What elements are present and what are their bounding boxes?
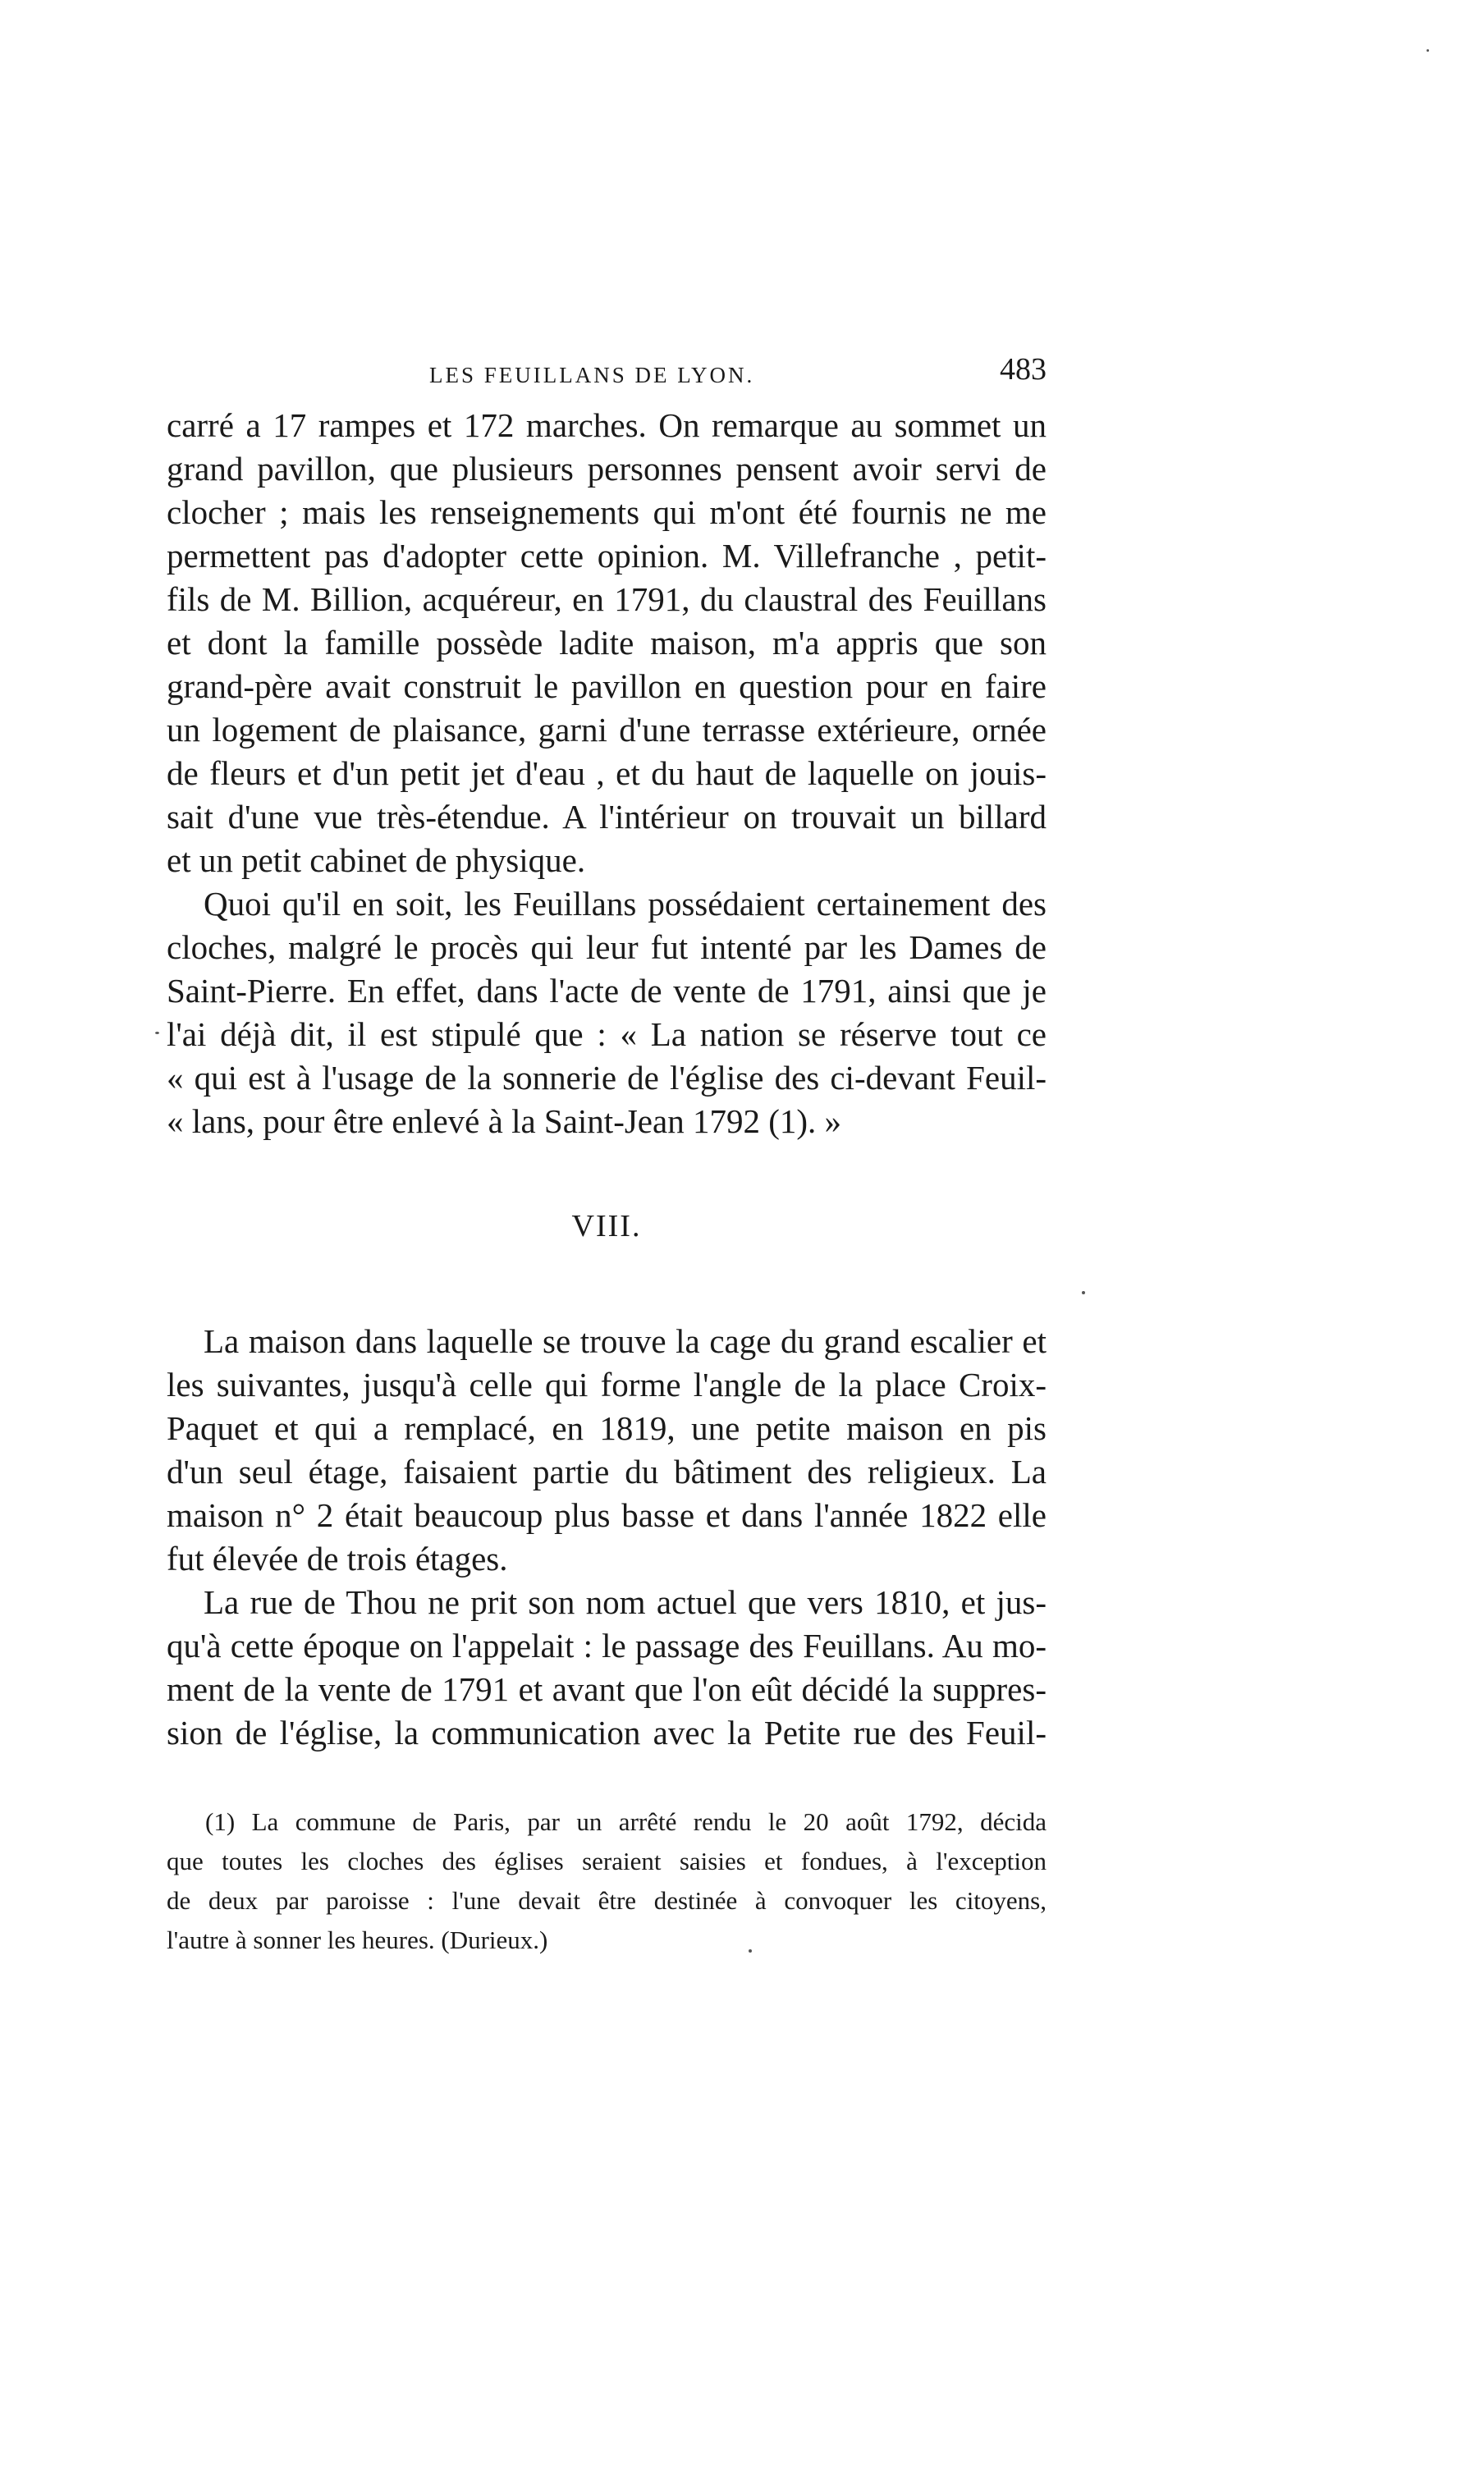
page-header [167,351,1047,401]
text-line: sion de l'église, la communication avec la Petite rue des Feuil- [167,1714,1047,1751]
text-line: d'un seul étage, faisaient partie du bâtiment des religieux. La [167,1453,1047,1490]
text-line: fils de M. Billion, acquéreur, en 1791, du claustral des Feuillans [167,580,1047,618]
text-line: ment de la vente de 1791 et avant que l'on eût décidé la suppres- [167,1670,1047,1708]
text-line: sait d'une vue très-étendue. A l'intérieur on trouvait un billard [167,798,1047,836]
text-line: maison n° 2 était beaucoup plus basse et dans l'année 1822 elle [167,1496,1047,1534]
text-line: permettent pas d'adopter cette opinion. M. Villefranche , petit- [167,537,1047,575]
text-line: l'ai déjà dit, il est stipulé que : « La nation se réserve tout ce [167,1015,1047,1053]
text-line: et un petit cabinet de physique. [167,841,586,879]
text-line: clocher ; mais les renseignements qui m'ont été fournis ne me [167,493,1047,531]
scan-speck [1427,49,1429,52]
text-line: Paquet et qui a remplacé, en 1819, une petite maison en pis [167,1409,1047,1447]
footnote-line: de deux par paroisse : l'une devait être destinée à convoquer les citoyens, [167,1886,1047,1915]
text-line: et dont la famille possède ladite maison, m'a appris que son [167,624,1047,662]
running-title: LES FEUILLANS DE LYON. [429,363,755,387]
text-line: fut élevée de trois étages. [167,1540,508,1577]
scan-speck [749,1949,752,1953]
text-line: un logement de plaisance, garni d'une terrasse extérieure, ornée [167,711,1047,749]
footnote-line: que toutes les cloches des églises seraient saisies et fondues, à l'exception [167,1847,1047,1875]
text-line: La maison dans laquelle se trouve la cage du grand escalier et [204,1322,1047,1360]
text-line: carré a 17 rampes et 172 marches. On remarque au sommet un [167,406,1047,444]
section-heading: VIII. [571,1209,642,1243]
text-line: cloches, malgré le procès qui leur fut intenté par les Dames de [167,928,1047,966]
text-line: les suivantes, jusqu'à celle qui forme l'angle de la place Croix- [167,1366,1047,1403]
text-line: grand-père avait construit le pavillon en question pour en faire [167,667,1047,705]
text-line: grand pavillon, que plusieurs personnes pensent avoir servi de [167,450,1047,488]
text-line: Quoi qu'il en soit, les Feuillans possédaient certainement des [204,885,1047,923]
text-line: « qui est à l'usage de la sonnerie de l'église des ci-devant Feuil- [167,1059,1047,1097]
footnote-line: l'autre à sonner les heures. (Durieux.) [167,1925,548,1954]
text-line: qu'à cette époque on l'appelait : le passage des Feuillans. Au mo- [167,1627,1047,1664]
footnote-line: (1) La commune de Paris, par un arrêté rendu le 20 août 1792, décida [205,1807,1047,1836]
page-number: 483 [1000,352,1047,387]
text-line: Saint-Pierre. En effet, dans l'acte de vente de 1791, ainsi que je [167,972,1047,1010]
text-line: « lans, pour être enlevé à la Saint-Jean 1792 (1). » [167,1102,842,1140]
text-line: de fleurs et d'un petit jet d'eau , et du haut de laquelle on jouis- [167,754,1047,792]
scan-speck [1082,1291,1085,1294]
scan-speck [155,1032,159,1034]
text-line: La rue de Thou ne prit son nom actuel que vers 1810, et jus- [204,1583,1047,1621]
